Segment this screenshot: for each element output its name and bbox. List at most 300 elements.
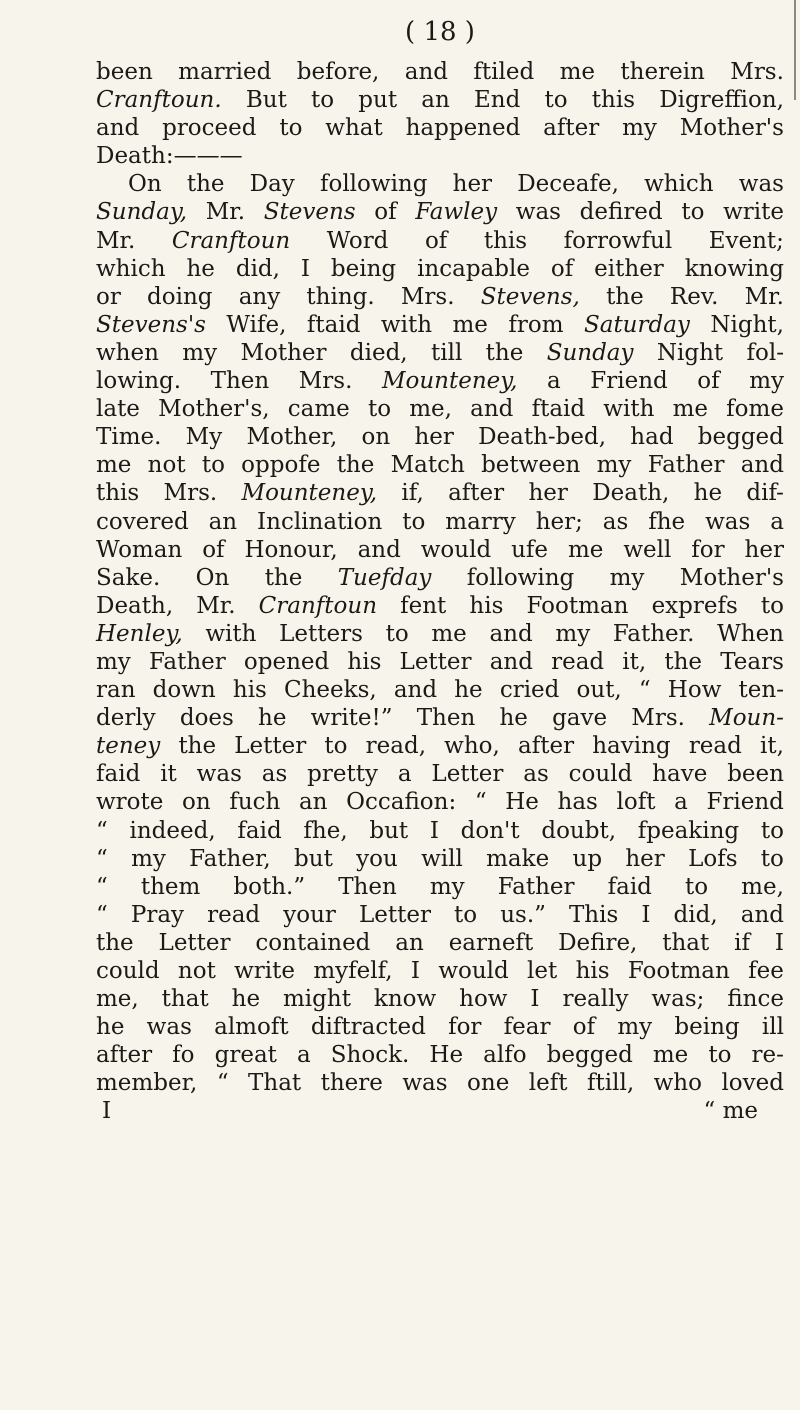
word: Tuefday <box>337 564 432 591</box>
word: I <box>300 255 310 282</box>
word: Night <box>656 339 724 366</box>
word: read <box>551 648 605 675</box>
word: if, <box>401 480 424 507</box>
word: “ <box>216 1070 229 1097</box>
word: that <box>161 986 209 1013</box>
word: myfelf, <box>313 958 393 984</box>
word: write <box>234 958 296 984</box>
word: my <box>429 873 465 900</box>
word: forrowful <box>563 227 673 254</box>
word: as <box>261 761 288 788</box>
word: to <box>454 901 478 928</box>
word: Honour, <box>244 536 338 563</box>
word: therein <box>620 59 705 85</box>
word: them <box>140 873 201 900</box>
word: the <box>178 733 217 760</box>
word: write!” <box>310 705 393 732</box>
word: he <box>186 255 215 282</box>
word: Death, <box>592 480 670 507</box>
word: faid <box>237 817 282 844</box>
word: Death:——— <box>96 143 243 170</box>
word: On <box>195 564 230 591</box>
word: his <box>469 592 504 619</box>
word: exprefs <box>651 592 738 619</box>
word: He <box>429 1042 464 1069</box>
word: and <box>489 620 533 647</box>
text-line <box>96 620 784 648</box>
word: Cranftoun <box>171 227 291 254</box>
word: That <box>248 1070 302 1097</box>
word: my <box>596 452 632 479</box>
word: oppofe <box>241 452 321 479</box>
word: and <box>740 901 784 928</box>
word: Cheeks, <box>284 677 377 704</box>
word: Mother's <box>679 115 784 142</box>
word: to <box>385 620 409 647</box>
word: he <box>231 986 261 1013</box>
text-line <box>96 1013 784 1041</box>
word: fuch <box>229 789 281 816</box>
word: his <box>347 648 382 675</box>
text-line <box>96 170 784 198</box>
word: died, <box>349 339 408 366</box>
word: When <box>717 620 784 647</box>
word: my <box>131 845 166 872</box>
word: the <box>485 339 524 366</box>
word: lowing. <box>96 368 182 395</box>
word: my <box>182 339 218 366</box>
word: for <box>691 536 725 563</box>
word: might <box>283 986 351 1013</box>
word: re- <box>751 1042 784 1069</box>
word: following <box>319 171 428 198</box>
word: I <box>429 817 439 844</box>
word: Event; <box>708 227 784 254</box>
word: defired <box>579 199 663 226</box>
word: Mother <box>240 339 327 366</box>
word: me <box>96 452 132 479</box>
word: Sunday <box>546 339 634 366</box>
word: Mounteney, <box>381 368 518 395</box>
word: well <box>623 536 672 563</box>
word: I <box>410 958 421 984</box>
word: write <box>723 199 784 226</box>
word: from <box>508 311 564 338</box>
word: Pray <box>130 901 185 928</box>
word: Mr. <box>96 227 136 254</box>
word: after <box>518 733 575 760</box>
word: it, <box>760 733 784 760</box>
word: Deceafe, <box>517 171 619 198</box>
page-number: ( 18 ) <box>405 17 475 47</box>
word: after <box>448 480 505 507</box>
text-line <box>96 86 784 114</box>
word: ten- <box>738 677 784 704</box>
word: cried <box>499 677 560 704</box>
word: loft <box>616 789 656 816</box>
word: ftaid <box>531 396 586 423</box>
word: Father <box>497 873 575 900</box>
word: to <box>760 845 784 872</box>
word: me <box>567 536 604 563</box>
word: a <box>770 508 784 535</box>
word: having <box>592 733 671 760</box>
word: an <box>208 508 238 535</box>
text-line <box>96 508 784 536</box>
word: late <box>96 396 140 423</box>
word: Word <box>326 227 389 254</box>
word: Father <box>647 452 725 479</box>
word: and <box>96 115 140 142</box>
text-line <box>96 367 784 395</box>
word: between <box>481 452 581 479</box>
word: down <box>152 677 216 704</box>
text-line <box>96 788 784 816</box>
word: with <box>603 396 655 423</box>
word: incapable <box>417 255 530 282</box>
word: Night, <box>710 311 784 338</box>
word: and <box>393 677 438 704</box>
word: let <box>527 958 558 984</box>
word: it, <box>622 648 647 675</box>
word: happened <box>405 115 521 142</box>
word: but <box>369 817 409 844</box>
word: one <box>467 1070 510 1097</box>
book-page <box>96 0 784 1125</box>
word: both.” <box>233 873 306 900</box>
word: following <box>466 564 575 591</box>
word: Mrs. <box>298 368 353 395</box>
word: covered <box>96 508 189 535</box>
word: “ <box>474 789 487 816</box>
word: the <box>96 929 134 956</box>
word: there <box>320 1070 383 1097</box>
text-line <box>96 339 784 367</box>
word: dif- <box>746 480 784 507</box>
word: and <box>357 536 401 563</box>
word: you <box>356 845 398 872</box>
word: up <box>572 845 603 872</box>
word: Father. <box>612 620 695 647</box>
word: wrote <box>96 789 164 816</box>
word: Day <box>249 171 295 198</box>
word: derly <box>96 705 156 732</box>
text-line <box>96 1069 784 1097</box>
text-line <box>96 592 784 620</box>
word: or <box>96 283 121 310</box>
word: fent <box>400 592 447 619</box>
word: don't <box>460 817 520 844</box>
word: her <box>625 845 665 872</box>
text-line <box>96 451 784 479</box>
word: doubt, <box>541 817 617 844</box>
word: my <box>96 648 131 675</box>
word: Mrs. <box>730 59 784 85</box>
text-line <box>96 423 784 451</box>
word: was <box>402 1070 448 1097</box>
word: Henley, <box>96 620 183 647</box>
text-line <box>96 227 784 255</box>
word: to <box>324 733 348 760</box>
word: Mounteney, <box>241 480 378 507</box>
word: my <box>749 368 784 395</box>
word: did, <box>673 901 718 928</box>
text-line <box>96 255 784 283</box>
word: Fawley <box>415 199 498 226</box>
word: was <box>705 508 751 535</box>
page-edge-line <box>794 0 796 100</box>
word: to <box>402 508 426 535</box>
word: for <box>448 1014 482 1041</box>
word: to <box>201 452 225 479</box>
word: Father <box>148 648 226 675</box>
word: me <box>559 59 596 85</box>
word: begged <box>697 424 784 451</box>
word: Stevens <box>263 199 356 226</box>
word: put <box>358 87 398 114</box>
word: earneft <box>448 929 534 956</box>
word: does <box>179 705 234 732</box>
word: fome <box>726 396 784 423</box>
word: read, <box>365 733 427 760</box>
word: of <box>424 227 448 254</box>
word: her <box>452 171 493 198</box>
word: Mr. <box>196 592 236 619</box>
word: But <box>245 87 287 114</box>
word: the <box>336 452 375 479</box>
word: Lofs <box>688 845 738 872</box>
text-line <box>96 676 784 704</box>
word: Time. <box>96 424 162 451</box>
word: out, <box>576 677 622 704</box>
word: to <box>760 817 784 844</box>
word: fear <box>503 1014 551 1041</box>
text-line <box>96 564 784 592</box>
word: me <box>431 620 467 647</box>
word: Letter <box>234 733 307 760</box>
word: he <box>454 677 483 704</box>
word: to <box>279 115 303 142</box>
word: Occafion: <box>346 789 457 816</box>
word: fee <box>748 958 784 984</box>
text-line <box>96 873 784 901</box>
word: contained <box>255 929 371 956</box>
word: proceed <box>162 115 257 142</box>
text-line <box>96 648 784 676</box>
word: he <box>693 480 723 507</box>
word: doing <box>147 283 213 310</box>
word: would <box>438 958 509 984</box>
word: to <box>544 87 568 114</box>
text-line <box>96 114 784 142</box>
word: the <box>186 171 225 198</box>
word: Cranftoun. <box>96 87 222 114</box>
word: Mr. <box>205 199 246 226</box>
word: “ <box>96 817 108 844</box>
text-line <box>96 198 784 226</box>
word: I <box>641 901 651 928</box>
word: ill <box>761 1014 784 1041</box>
word: Match <box>390 452 465 479</box>
word: indeed, <box>129 817 216 844</box>
word: Mother's <box>679 564 784 591</box>
word: been <box>727 761 784 788</box>
word: either <box>594 255 664 282</box>
word: of <box>697 368 720 395</box>
word: it <box>160 761 177 788</box>
word: End <box>473 87 521 114</box>
word: gave <box>552 705 608 732</box>
word: Letter <box>158 929 231 956</box>
word: and <box>740 452 784 479</box>
word: This <box>568 901 619 928</box>
word: of <box>374 199 397 226</box>
word: Mr. <box>744 283 784 310</box>
word: who, <box>444 733 500 760</box>
word: and <box>404 59 449 85</box>
word: me, <box>741 873 784 900</box>
word: her; <box>535 508 583 535</box>
signature-mark: I <box>102 1098 112 1125</box>
word: the <box>264 564 303 591</box>
word: fince <box>727 986 784 1013</box>
word: which <box>96 255 166 282</box>
word: Sunday, <box>96 199 188 226</box>
word: which <box>644 171 714 198</box>
word: did, <box>235 255 280 282</box>
word: as <box>523 761 549 788</box>
word: My <box>185 424 223 451</box>
word: fpeaking <box>637 817 740 844</box>
word: Cranftoun <box>258 592 378 619</box>
word: Stevens, <box>480 283 580 310</box>
word: me, <box>409 396 452 423</box>
word: me <box>452 311 488 338</box>
word: to <box>708 1042 732 1069</box>
word: Stevens's <box>96 311 206 338</box>
word: was <box>196 761 242 788</box>
catchword: “ me <box>703 1098 758 1125</box>
word: pretty <box>307 761 378 788</box>
word: as <box>602 508 629 535</box>
word: a <box>547 368 561 395</box>
word: my <box>609 564 645 591</box>
text-line <box>96 283 784 311</box>
word: before, <box>296 59 380 85</box>
word: loved <box>721 1070 784 1097</box>
word: read <box>688 733 742 760</box>
word: a <box>296 1042 311 1069</box>
word: Friend <box>706 789 784 816</box>
word: was <box>515 199 561 226</box>
word: of <box>202 536 225 563</box>
word: Then <box>416 705 476 732</box>
word: he <box>499 705 528 732</box>
word: after <box>543 115 600 142</box>
word: ran <box>96 677 136 704</box>
word: ftaid <box>306 311 361 338</box>
word: his <box>232 677 267 704</box>
word: was; <box>651 986 705 1013</box>
word: to <box>367 396 392 423</box>
word: really <box>562 986 629 1013</box>
word: being <box>674 1014 740 1041</box>
word: Letters <box>279 620 363 647</box>
text-line <box>96 845 784 873</box>
text-line <box>96 760 784 788</box>
word: Woman <box>96 536 183 563</box>
word: Letter <box>358 901 431 928</box>
word: this <box>591 87 635 114</box>
page-footer <box>96 1097 784 1125</box>
word: me <box>652 1042 689 1069</box>
word: I <box>530 986 540 1013</box>
word: to <box>760 592 784 619</box>
word: my <box>555 620 591 647</box>
word: left <box>528 1070 568 1097</box>
word: diftracted <box>310 1014 426 1041</box>
word: with <box>205 620 257 647</box>
word: your <box>283 901 336 928</box>
word: came <box>287 396 350 423</box>
word: he <box>258 705 287 732</box>
word: when <box>96 339 159 366</box>
word: ufe <box>511 536 549 563</box>
word: Death, <box>96 592 174 619</box>
word: opened <box>243 648 330 675</box>
word: faid <box>607 873 652 900</box>
word: being <box>330 255 397 282</box>
word: to <box>684 873 709 900</box>
word: of <box>572 1014 596 1041</box>
word: had <box>630 424 674 451</box>
word: but <box>294 845 333 872</box>
word: he <box>96 1014 125 1041</box>
word: a <box>674 789 688 816</box>
word: an <box>395 929 424 956</box>
word: “ <box>638 677 651 704</box>
word: us.” <box>500 901 546 928</box>
word: Then <box>338 873 397 900</box>
word: this <box>483 227 528 254</box>
word: me, <box>96 986 139 1013</box>
text-line <box>96 704 784 732</box>
word: to <box>681 199 705 226</box>
word: a <box>397 761 412 788</box>
word: till <box>430 339 463 366</box>
word: Saturday <box>583 311 690 338</box>
text-line <box>96 817 784 845</box>
word: her <box>414 424 454 451</box>
word: her <box>528 480 568 507</box>
word: married <box>178 59 272 85</box>
word: fhe <box>648 508 686 535</box>
word: would <box>420 536 492 563</box>
text-line <box>96 957 784 985</box>
word: an <box>421 87 450 114</box>
word: “ <box>96 901 108 928</box>
word: this <box>96 480 140 507</box>
word: On <box>128 171 162 198</box>
word: knowing <box>684 255 784 282</box>
word: Father, <box>189 845 271 872</box>
word: an <box>298 789 328 816</box>
text-line <box>96 142 784 170</box>
word: the <box>664 648 703 675</box>
word: alfo <box>483 1042 527 1069</box>
word: fol- <box>746 339 784 366</box>
text-line <box>96 536 784 564</box>
